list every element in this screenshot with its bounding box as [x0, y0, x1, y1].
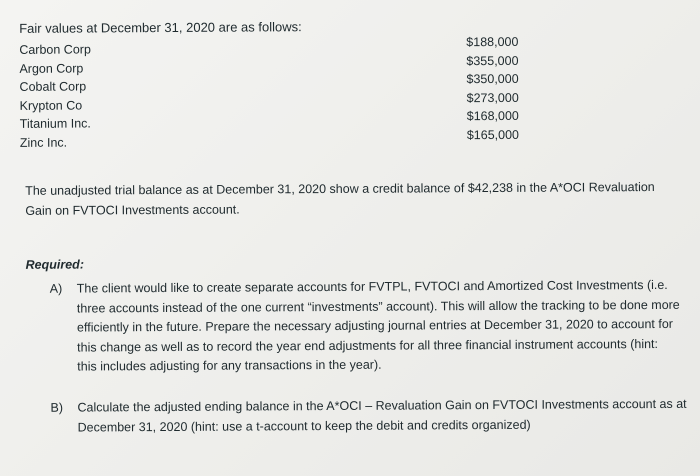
fair-value-amount: $355,000 — [466, 53, 519, 68]
requirement-b — [50, 395, 690, 438]
fair-value-amount: $165,000 — [466, 127, 520, 142]
fair-values-names — [19, 40, 91, 151]
fair-value-amount: $350,000 — [466, 71, 519, 87]
company-name: Cobalt Corp — [19, 79, 87, 94]
requirement-marker: A) — [49, 281, 63, 296]
requirement-text: The client would like to create separate accounts for FVTPL, FVTOCI and Amortized Cost Investments (i.e. three accounts instead of the one current “investments” account). This will allow the tracking to be done more efficiently in the future. Prepare the necessary adjusting journal entries at December 31, 2020 to account for this change as well as to record the year end adjustments for all three financial instrument accounts (hint: this includes adjusting for any transactions in the year). — [76, 277, 680, 374]
fair-value-amount: $188,000 — [466, 34, 519, 50]
required-heading: Required: — [25, 257, 85, 272]
fair-values-heading: Fair values at December 31, 2020 are as follows: — [19, 19, 302, 36]
company-name: Zinc Inc. — [19, 135, 68, 150]
company-name: Krypton Co — [19, 98, 83, 113]
trial-balance-paragraph: The unadjusted trial balance as at December 31, 2020 show a credit balance of $42,238 in the A*OCI Revaluation Gain on FVTOCI Investments account. — [25, 180, 655, 218]
company-name: Carbon Corp — [19, 42, 91, 57]
fair-value-amount: $273,000 — [466, 90, 519, 105]
requirement-a — [50, 276, 681, 378]
fair-value-amount: $168,000 — [466, 108, 519, 124]
company-name: Titanium Inc. — [19, 116, 91, 131]
fair-values-amounts — [466, 33, 519, 144]
requirement-text: Calculate the adjusted ending balance in the A*OCI – Revaluation Gain on FVTOCI Investments account as at December 31, 2020 (hint: use a t-account to keep the debit and credits organized) — [77, 396, 687, 435]
requirement-marker: B) — [50, 400, 64, 415]
company-name: Argon Corp — [19, 60, 84, 76]
